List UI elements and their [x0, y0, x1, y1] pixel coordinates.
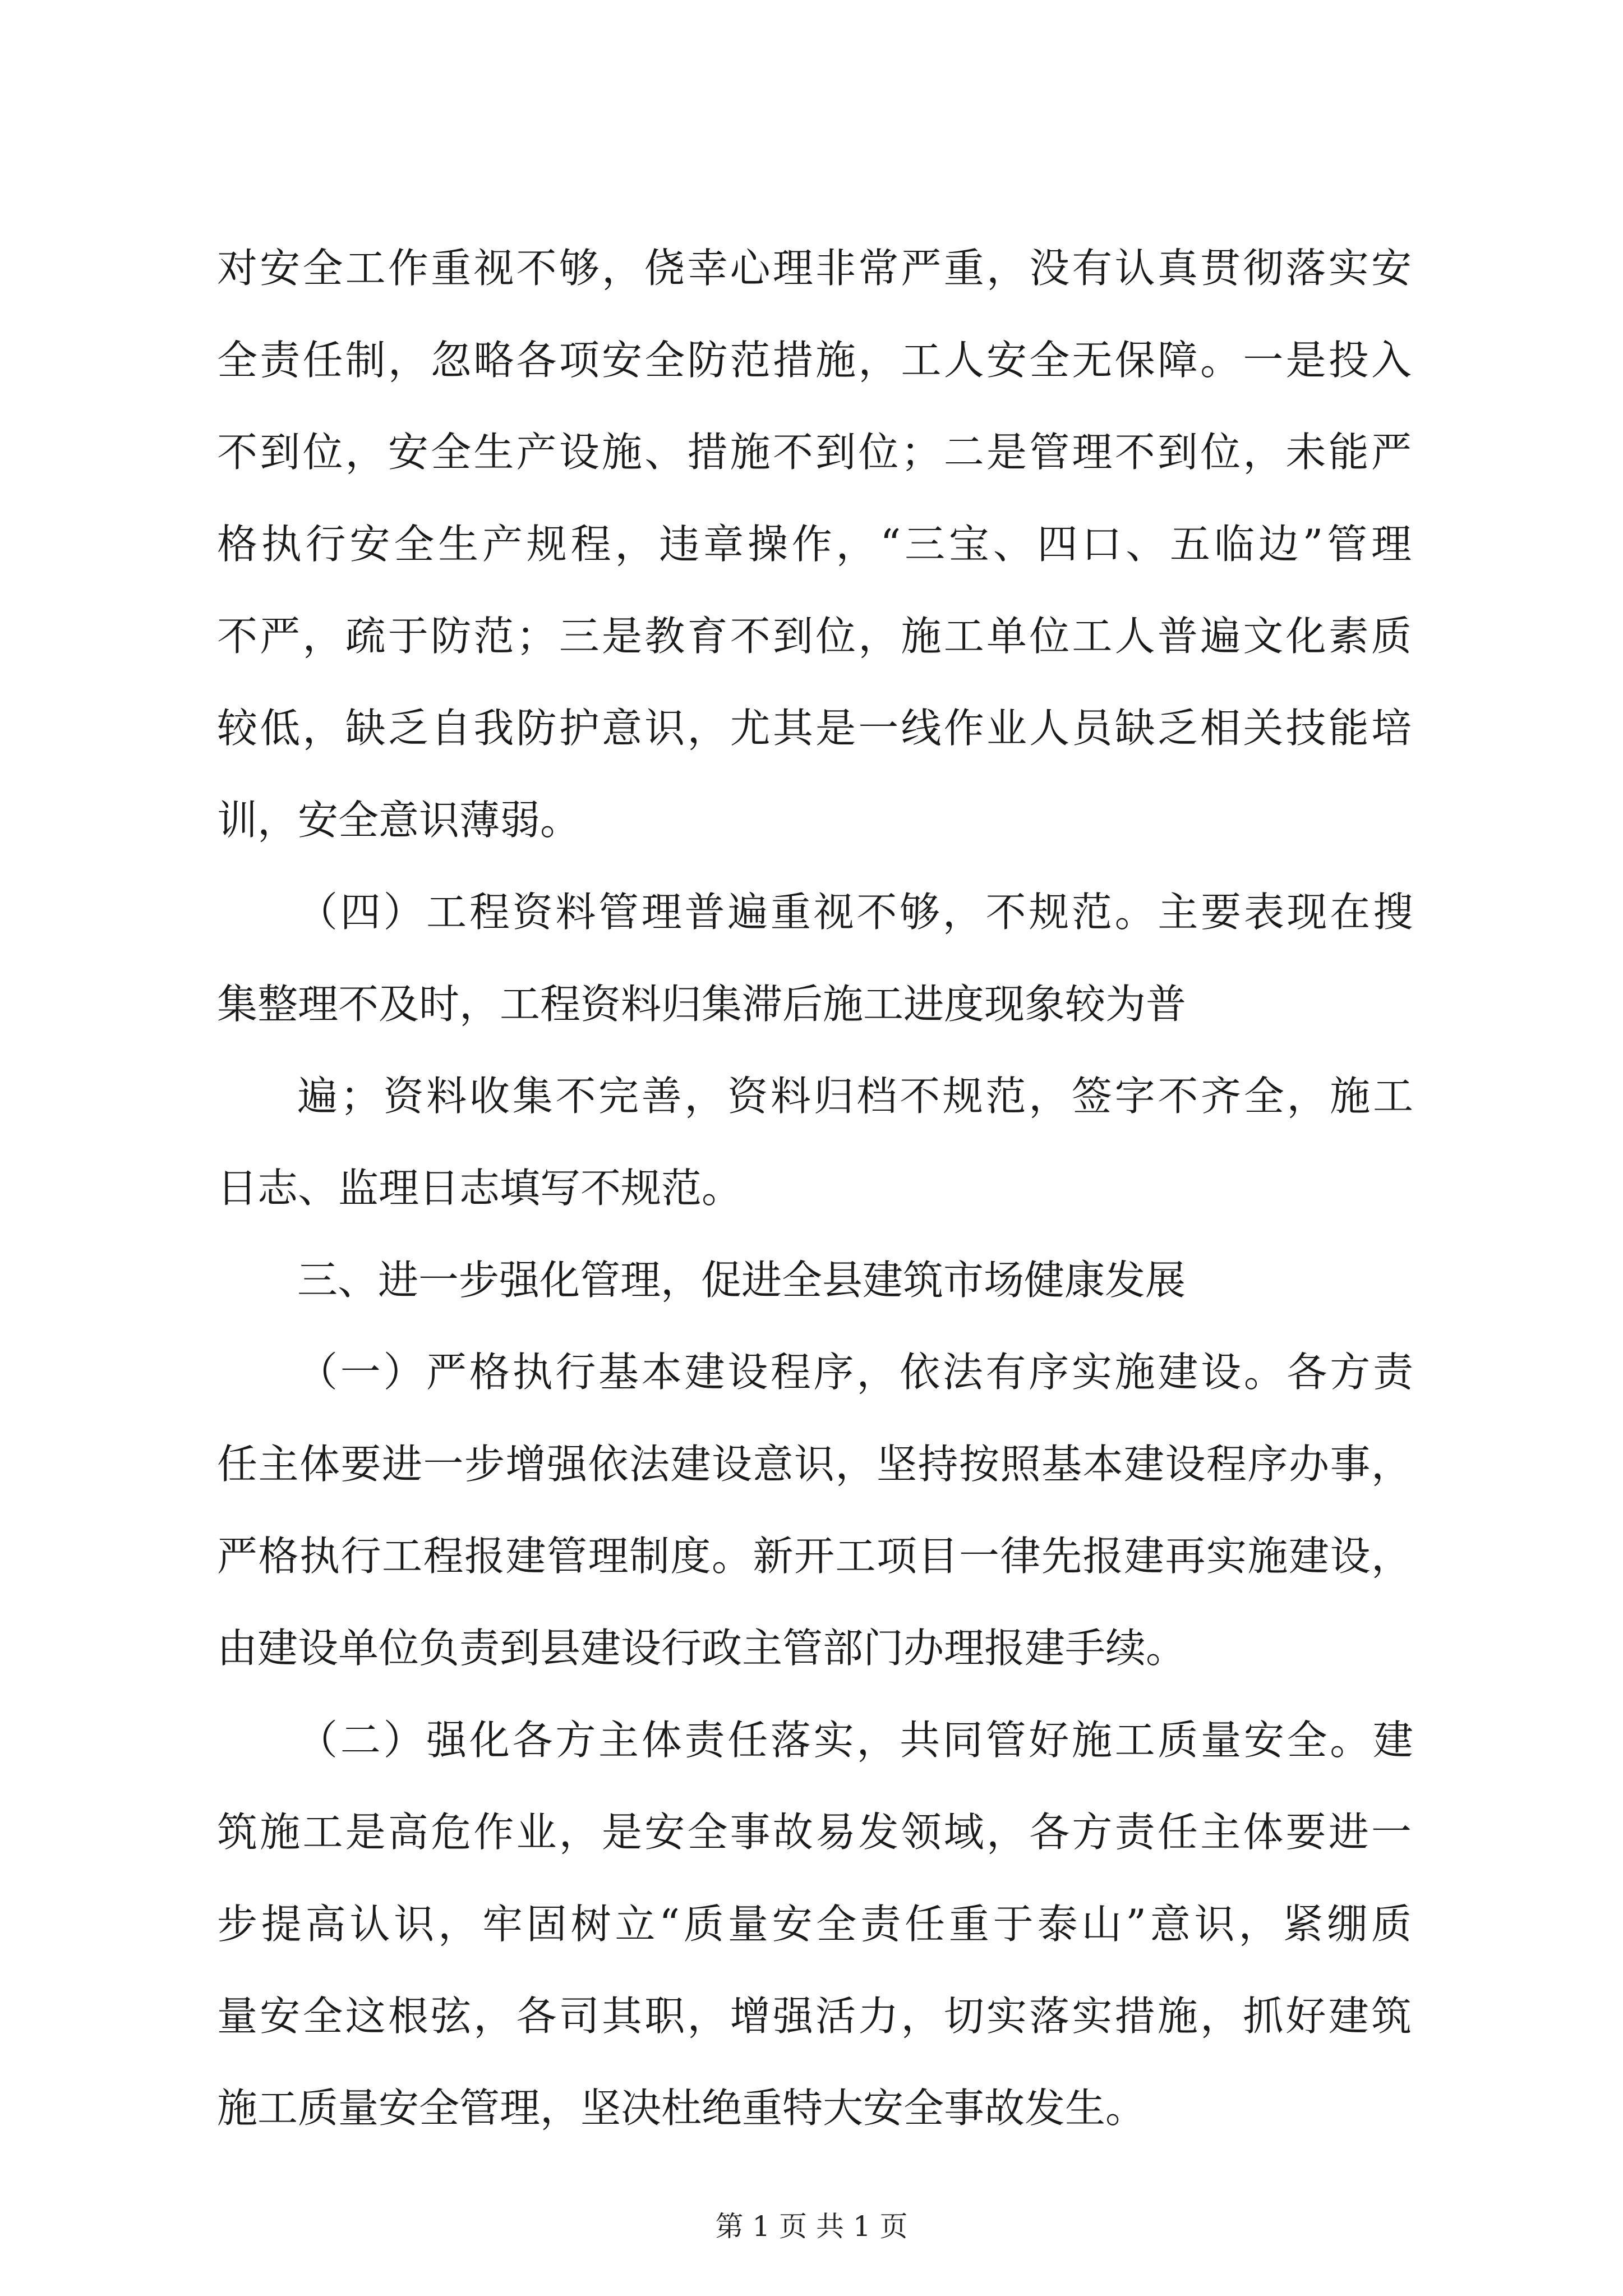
text-line: 不严，疏于防范；三是教育不到位，施工单位工人普遍文化素质: [217, 613, 1412, 660]
text-line: 训，安全意识薄弱。: [217, 797, 581, 844]
section-heading: 三、进一步强化管理，促进全县建筑市场健康发展: [297, 1257, 1186, 1304]
text-line: 筑施工是高危作业，是安全事故易发领域，各方责任主体要进一: [217, 1809, 1412, 1856]
text-line: 不到位，安全生产设施、措施不到位；二是管理不到位，未能严: [217, 429, 1412, 476]
text-line: 遍；资料收集不完善，资料归档不规范，签字不齐全，施工: [297, 1073, 1413, 1120]
text-line: 对安全工作重视不够，侥幸心理非常严重，没有认真贯彻落实安: [217, 245, 1412, 292]
text-line: 较低，缺乏自我防护意识，尤其是一线作业人员缺乏相关技能培: [217, 705, 1412, 752]
text-line: 任主体要进一步增强依法建设意识，坚持按照基本建设程序办事，: [217, 1441, 1412, 1488]
text-line: 全责任制，忽略各项安全防范措施，工人安全无保障。一是投入: [217, 337, 1412, 384]
text-line: 步提高认识，牢固树立“质量安全责任重于泰山”意识，紧绷质: [217, 1901, 1412, 1948]
text-line: 日志、监理日志填写不规范。: [217, 1165, 743, 1212]
section-heading: （一）严格执行基本建设程序，依法有序实施建设。各方责: [297, 1349, 1413, 1396]
section-heading: （四）工程资料管理普遍重视不够，不规范。主要表现在搜: [297, 889, 1413, 936]
section-heading: （二）强化各方主体责任落实，共同管好施工质量安全。建: [297, 1717, 1413, 1764]
text-line: 格执行安全生产规程，违章操作，“三宝、四口、五临边”管理: [217, 521, 1412, 568]
text-line: 施工质量安全管理，坚决杜绝重特大安全事故发生。: [217, 2085, 1146, 2132]
text-line: 由建设单位负责到县建设行政主管部门办理报建手续。: [217, 1625, 1187, 1672]
text-line: 严格执行工程报建管理制度。新开工项目一律先报建再实施建设，: [217, 1533, 1412, 1580]
text-line: 集整理不及时，工程资料归集滞后施工进度现象较为普: [217, 981, 1187, 1028]
page-footer: 第 1 页 共 1 页: [715, 2210, 908, 2243]
text-line: 量安全这根弦，各司其职，增强活力，切实落实措施，抓好建筑: [217, 1993, 1412, 2040]
